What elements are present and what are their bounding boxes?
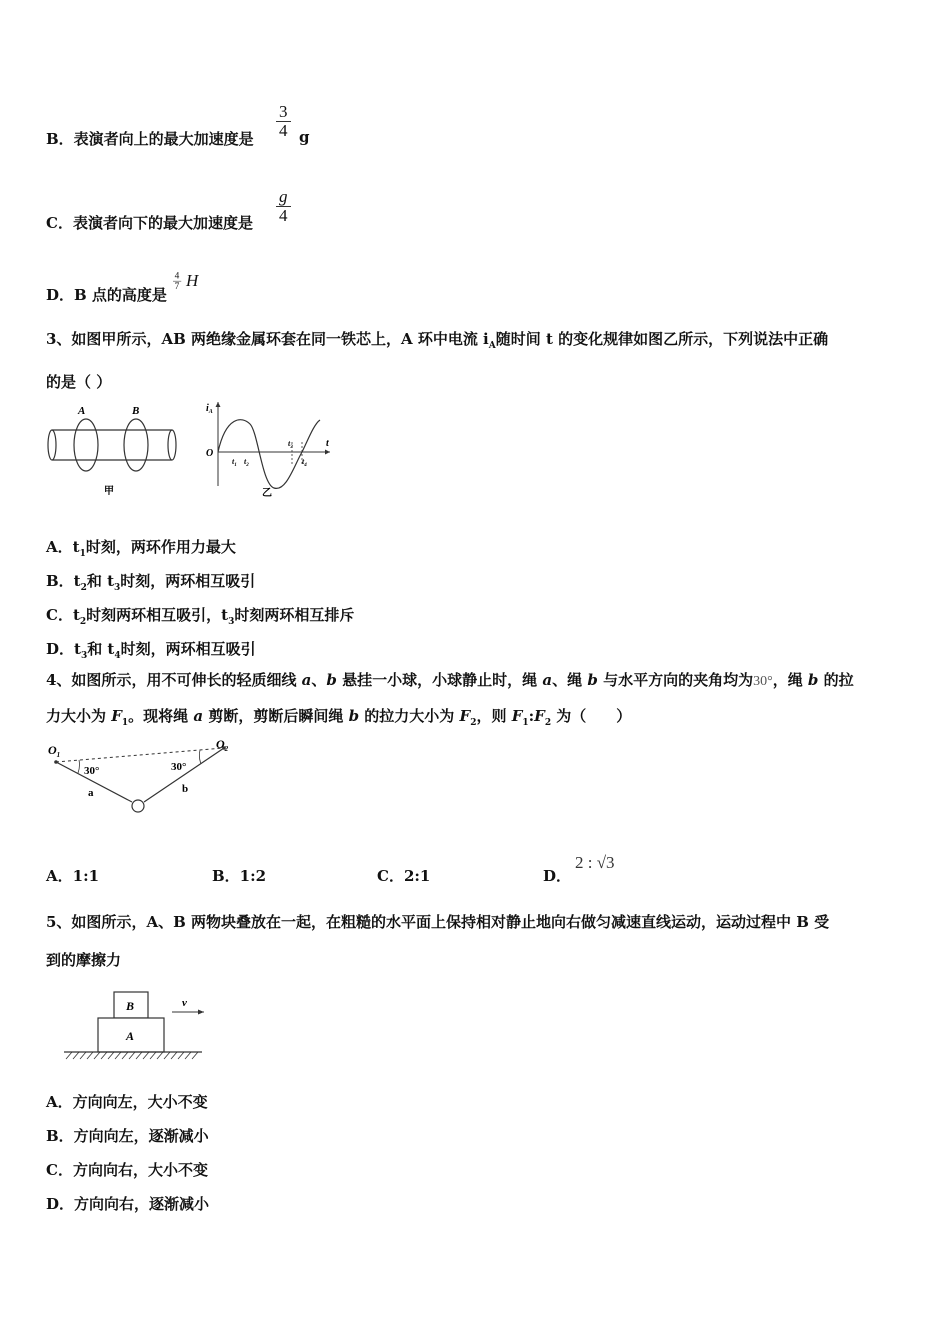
- t2-t: t: [244, 457, 247, 466]
- unit-g: [299, 128, 310, 146]
- sub-1: 1: [522, 718, 529, 728]
- opt-mid: 和 t: [86, 572, 115, 590]
- denominator: 4: [276, 121, 291, 140]
- q3-option-b: [46, 570, 255, 593]
- opt-mid: 和 t: [87, 640, 115, 658]
- i-axis-arrow: [216, 402, 221, 407]
- opt-pre: B．t: [46, 572, 81, 590]
- var-a: a: [301, 671, 312, 689]
- option-text: D．B 点的高度是: [46, 286, 167, 304]
- prev-option-d: [46, 284, 167, 305]
- t1-sub: 1: [234, 463, 237, 468]
- ring-a: [74, 419, 98, 471]
- ring-a-label: A: [78, 405, 86, 417]
- o2-o: O: [216, 738, 225, 751]
- block-a-label: A: [126, 1029, 135, 1043]
- stem-text: 力大小为: [46, 707, 112, 725]
- stem-text: :: [528, 707, 535, 725]
- opt-pre: A．t: [46, 538, 80, 556]
- numerator: 4: [174, 270, 180, 281]
- option-text: C．表演者向下的最大加速度是: [46, 214, 253, 232]
- stem-text: 剪断，剪断后瞬间绳: [203, 707, 349, 725]
- opt-sub2: 3: [114, 583, 121, 593]
- var-b: b: [326, 671, 337, 689]
- stem-text: 与水平方向的夹角均为: [597, 671, 754, 689]
- stem-text: 3、如图甲所示，AB 两绝缘金属环套在同一铁芯上，A 环中电流 i: [46, 330, 489, 348]
- stem-text: 5、如图所示，A、B 两物块叠放在一起，在粗糙的水平面上保持相对静止地向右做匀减速直线运动，运动过程中 B 受: [46, 913, 830, 931]
- sub-2: 2: [544, 718, 552, 728]
- sub-2: 2: [470, 718, 477, 728]
- opt-sub: 1: [79, 549, 86, 559]
- o1-point: [54, 760, 58, 764]
- t3-t: t: [288, 439, 291, 448]
- var-b: b: [587, 671, 598, 689]
- stem-text: 到的摩擦力: [46, 951, 122, 969]
- figure-yi-caption: 乙: [262, 488, 272, 499]
- string-a-label: a: [88, 787, 94, 799]
- q3-option-d: [46, 638, 256, 661]
- t2-sub: 2: [246, 463, 249, 468]
- option-tail: g: [299, 128, 310, 146]
- o1-o: O: [48, 743, 57, 757]
- q4-option-b: B．1:2: [212, 867, 267, 885]
- stem-text: 的是（ ）: [46, 373, 112, 391]
- stem-text: ，则: [476, 707, 512, 725]
- angle-label-left: 30°: [84, 765, 100, 777]
- stem-text: 的拉: [818, 671, 854, 689]
- t4-sub: 4: [304, 463, 307, 468]
- stem-text: 、绳: [552, 671, 588, 689]
- figure-q5-blocks: [62, 988, 204, 1064]
- t1-label: [232, 457, 237, 468]
- stem-text: 4、如图所示，用不可伸长的轻质细线: [46, 671, 302, 689]
- option-text: B．表演者向上的最大加速度是: [46, 130, 254, 148]
- current-curve: [218, 420, 320, 489]
- t1-t: t: [232, 457, 235, 466]
- origin-label: O: [206, 448, 214, 459]
- prev-option-b: [46, 128, 254, 149]
- angle-arc-right: [199, 750, 201, 764]
- q3-option-c: [46, 604, 354, 627]
- fraction-g-4: [276, 188, 291, 225]
- prev-option-c: [46, 212, 253, 233]
- t-axis-arrow: [325, 450, 330, 455]
- t3-label: [288, 439, 293, 450]
- q5-option-d: D．方向向右，逐渐减小: [46, 1195, 210, 1213]
- var-F: F: [111, 707, 122, 725]
- velocity-arrowhead: [198, 1010, 204, 1015]
- q5-option-a: A．方向向左，大小不变: [46, 1093, 208, 1111]
- var-a: a: [193, 707, 204, 725]
- core-right-end: [168, 430, 176, 460]
- question-3-stem: [46, 321, 908, 400]
- o1-sub: 1: [56, 751, 61, 759]
- question-4-stem: [46, 663, 908, 741]
- var-F: F: [511, 707, 523, 725]
- o2-label: [216, 738, 229, 753]
- block-b-label: B: [126, 999, 135, 1013]
- opt-post: 时刻，两环相互吸引: [120, 572, 256, 590]
- figure-q4-strings: [44, 738, 244, 822]
- q4-option-c: C．2:1: [377, 867, 431, 885]
- t2-label: [244, 457, 249, 468]
- horizontal-dashed-line: [56, 748, 224, 762]
- q4-option-d: D．: [543, 867, 572, 885]
- opt-pre: D．t: [46, 640, 81, 658]
- opt-post: 时刻，两环作用力最大: [85, 538, 236, 556]
- ball: [132, 800, 144, 812]
- figure-jia-rings: [44, 398, 184, 498]
- ring-b: [124, 419, 148, 471]
- var-a: a: [542, 671, 553, 689]
- denominator: 7: [174, 280, 180, 292]
- q3-option-a: [46, 536, 236, 559]
- var-F: F: [459, 707, 471, 725]
- t-axis-label: t: [326, 438, 329, 449]
- core-left-end: [48, 430, 56, 460]
- i-label: i: [206, 403, 209, 414]
- opt-mid: 时刻两环相互吸引，t: [86, 606, 229, 624]
- stem-text: 悬挂一小球，小球静止时，绳: [336, 671, 543, 689]
- fraction-3-4: [276, 103, 291, 140]
- angle-30: 30°: [753, 674, 773, 689]
- t3-sub: 3: [290, 445, 293, 450]
- velocity-label: v: [182, 997, 187, 1009]
- o1-label: [48, 743, 60, 759]
- opt-sub: 2: [79, 617, 87, 627]
- numerator: g: [279, 187, 288, 206]
- subscript: A: [488, 341, 496, 351]
- stem-text: 随时间 t 的变化规律如图乙所示，下列说法中正确: [495, 330, 829, 348]
- string-b-label: b: [182, 783, 189, 795]
- denominator: 4: [276, 206, 291, 225]
- t4-label: [302, 457, 307, 468]
- stem-text: 的拉力大小为: [359, 707, 460, 725]
- angle-arc-left: [78, 760, 79, 773]
- height-H: H: [186, 271, 199, 290]
- opt-pre: C．t: [46, 606, 80, 624]
- opt-sub: 3: [80, 651, 88, 661]
- stem-text: ，绳: [772, 671, 808, 689]
- q4-option-a: A．1:1: [46, 867, 100, 885]
- var-b: b: [807, 671, 819, 689]
- figure-yi-current-graph: [198, 396, 338, 500]
- stem-text: 。现将绳: [128, 707, 194, 725]
- ring-b-label: B: [132, 405, 140, 417]
- opt-sub2: 3: [228, 617, 235, 627]
- figure-jia-caption: 甲: [104, 486, 114, 497]
- angle-label-right: 30°: [171, 761, 187, 773]
- opt-post: 时刻，两环相互吸引: [120, 640, 256, 658]
- opt-sub: 2: [80, 583, 87, 593]
- t4-t: t: [302, 457, 305, 466]
- sub-1: 1: [121, 718, 129, 728]
- q4-option-d-math: 2 : √3: [575, 853, 615, 872]
- o2-sub: 2: [224, 745, 229, 753]
- i-axis-label: [206, 403, 213, 415]
- stem-text: 为（ ）: [551, 707, 632, 725]
- fraction-4-7: [173, 271, 181, 291]
- numerator: 3: [279, 102, 288, 121]
- stem-text: 、: [311, 671, 327, 689]
- opt-sub2: 4: [114, 651, 121, 661]
- q5-option-b: B．方向向左，逐渐减小: [46, 1127, 209, 1145]
- q5-option-c: C．方向向右，大小不变: [46, 1161, 208, 1179]
- var-F: F: [534, 707, 545, 725]
- question-5-stem: [46, 903, 908, 979]
- ground-hatching: [66, 1052, 198, 1059]
- var-b: b: [348, 707, 360, 725]
- opt-post: 时刻两环相互排斥: [234, 606, 355, 624]
- i-sub: A: [208, 409, 213, 415]
